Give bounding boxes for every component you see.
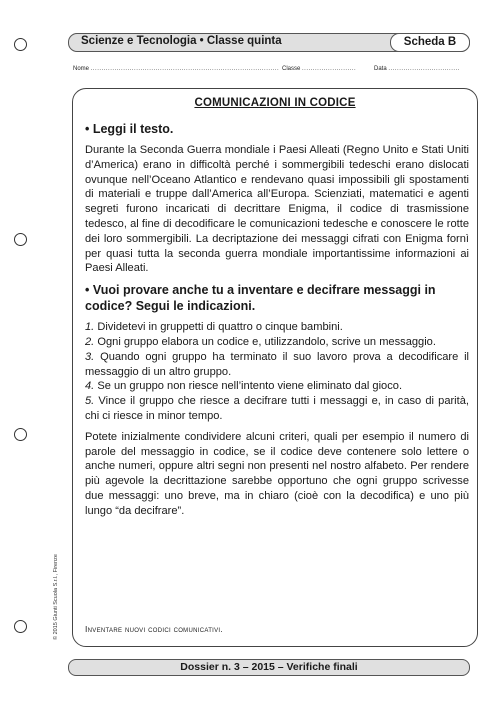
- list-item: [85, 335, 469, 350]
- paragraph-criteria: Potete inizialmente condividere alcuni criteri, quali per esempio il numero di parole del messaggio in codice, se il codice deve contenere solo lettere o anche numeri, oppure altri segni non presenti nel nostro alfabeto. Per rendere più agevole la decrittazione sarebbe opportuno che ogni gruppo scrivesse due messaggi: uno breve, ma in chiaro (cioè con la decodifica) e uno più lungo “da decifrare”.: [85, 430, 469, 517]
- header-bar: [68, 33, 470, 52]
- data-field[interactable]: [374, 66, 460, 72]
- list-text: Ogni gruppo elabora un codice e, utilizzandolo, scrive un messaggio.: [97, 335, 436, 348]
- copyright-text: © 2015 Giunti Scuola S.r.l., Firenze: [53, 554, 59, 640]
- list-item: [85, 350, 469, 380]
- list-item: [85, 379, 469, 394]
- list-number: 1.: [85, 321, 95, 334]
- data-label: Data: [374, 66, 387, 72]
- list-number: 2.: [85, 335, 95, 348]
- footer-bar: Dossier n. 3 – 2015 – Verifiche finali: [68, 659, 470, 676]
- binder-hole-4: [14, 620, 27, 633]
- binder-hole-2: [14, 233, 27, 246]
- nome-label: Nome: [73, 66, 90, 72]
- data-dots: .................................: [388, 66, 460, 72]
- heading-instructions: • Vuoi provare anche tu a inventare e decifrare messaggi in codice? Segui le indicazioni.: [85, 283, 436, 314]
- list-number: 4.: [85, 380, 95, 393]
- subject-title: Scienze e Tecnologia • Classe quinta: [81, 35, 282, 47]
- list-item: [85, 394, 469, 424]
- nome-dots: .......................................................................................: [90, 66, 280, 72]
- list-text: Quando ogni gruppo ha terminato il suo lavoro prova a decodificare il messaggio di un altro gruppo.: [85, 350, 469, 378]
- binder-hole-3: [14, 428, 27, 441]
- list-text: Se un gruppo non riesce nell’intento viene eliminato dal gioco.: [97, 380, 403, 393]
- classe-dots: .........................: [302, 66, 357, 72]
- heading-read-text: • Leggi il testo.: [85, 122, 174, 136]
- classe-label: Classe: [282, 66, 301, 72]
- list-number: 5.: [85, 395, 95, 408]
- objective-note: Inventare nuovi codici comunicativi.: [85, 624, 224, 634]
- list-text: Vince il gruppo che riesce a decifrare tutti i messaggi e, in caso di parità, chi ci riesce in minor tempo.: [85, 395, 469, 422]
- binder-hole-1: [14, 38, 27, 51]
- nome-field[interactable]: [73, 66, 279, 72]
- list-number: 3.: [85, 350, 95, 363]
- scheda-label: Scheda B: [390, 33, 470, 52]
- content-card: [72, 88, 478, 647]
- classe-field[interactable]: [282, 66, 356, 72]
- content-body: [85, 121, 469, 519]
- list-text: Dividetevi in gruppetti di quattro o cinque bambini.: [97, 321, 343, 334]
- list-item: [85, 320, 469, 335]
- section-title: COMUNICAZIONI IN CODICE: [194, 97, 356, 109]
- paragraph-enigma: Durante la Seconda Guerra mondiale i Paesi Alleati (Regno Unito e Stati Uniti d’America) erano in difficoltà perché i sommergibili tedeschi erano dislocati ovunque nell’Oceano Atlantico e rendevano quasi impossibili gli spostamenti di materiali e truppe dall’America all’Europa. Scienziati, matematici e agenti segreti furono incaricati di decrittare Enigma, il codice di trasmissione tedesco, al fine di decodificare le comunicazioni tedesche e conoscere le rotte dei loro sommergibili. La decriptazione dei messaggi cifrati con Enigma fornì per quasi tutta la seconda guerra mondiale importantissime informazioni ai Paesi Alleati.: [85, 144, 469, 275]
